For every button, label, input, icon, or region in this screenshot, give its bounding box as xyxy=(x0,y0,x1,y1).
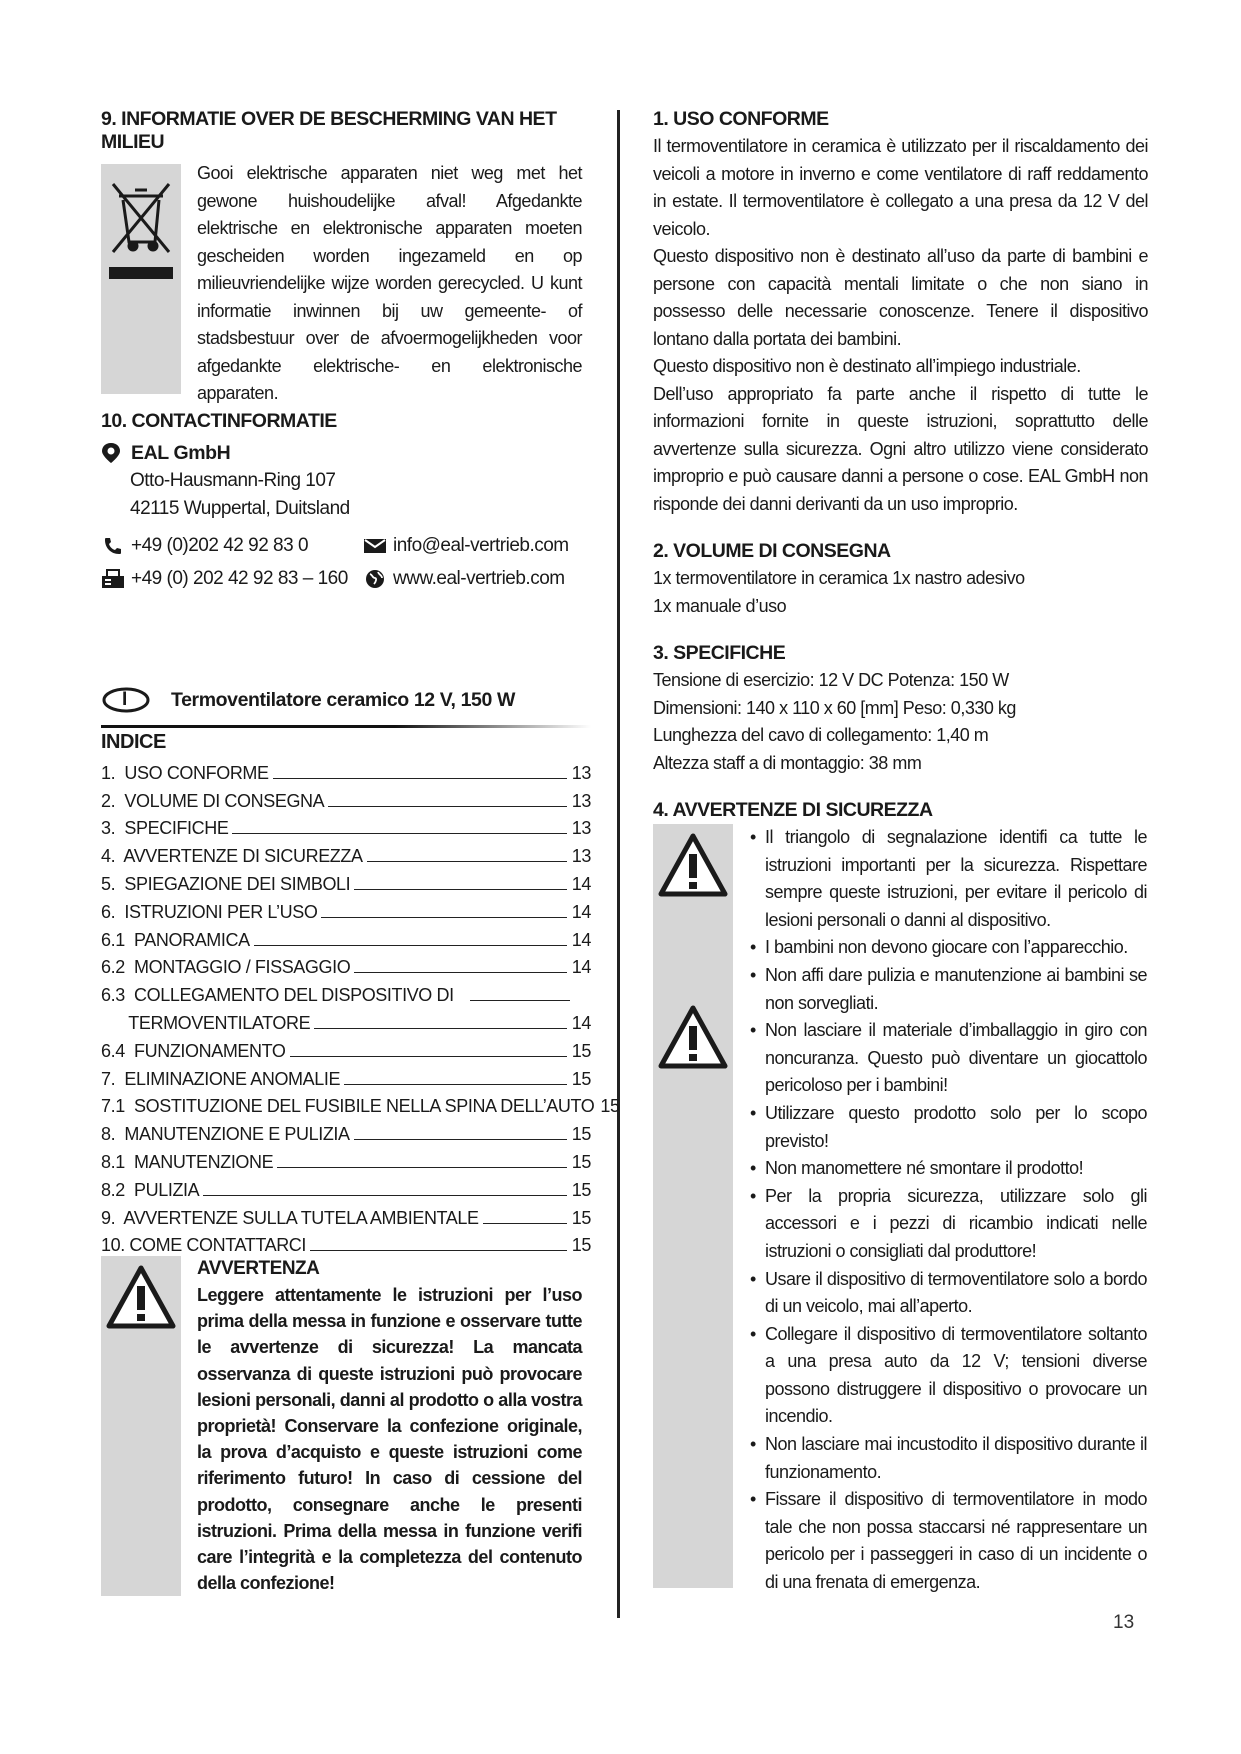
website[interactable]: www.eal-vertrieb.com xyxy=(393,567,565,589)
safety-item: • Per la propria sicurezza, utilizzare solo gli accessori e i pezzi di ricambio indicati nelle istruzioni o consigliati dal produttore! xyxy=(750,1183,1147,1266)
toc-item-page: 15 xyxy=(600,1096,620,1117)
toc-item-page: 15 xyxy=(571,1068,591,1089)
toc-leader-line xyxy=(314,1028,567,1029)
uso-paragraph: Il termoventilatore in ceramica è utilizzato per il riscaldamento dei veicoli a motore in inverno e come ventilatore di raff reddamento in estate. Il termoventilatore è collegato a una presa da 12 V del veicolo. xyxy=(653,136,1148,239)
phone-icon xyxy=(103,536,123,556)
env-icon-box xyxy=(101,164,181,394)
toc-leader-line xyxy=(354,972,567,973)
env-text: Gooi elektrische apparaten niet weg met het gewone huishoudelijke afval! Afgedankte elektrische en elektronische apparaten moeten gescheiden worden ingezameld en op milieuvriendelijke wijze worden gerecycled. U kunt informatie inwinnen bij uw gemeente- of stadsbestuur over de afvoermogelijkheden voor afgedankte elektrische- en elektronische apparaten. xyxy=(197,163,582,403)
toc-item-page: 13 xyxy=(571,818,591,839)
toc-leader-line xyxy=(344,1084,567,1085)
toc-leader-line xyxy=(277,1167,567,1168)
specs-heading: 3. SPECIFICHE xyxy=(653,642,786,664)
email-address[interactable]: info@eal-vertrieb.com xyxy=(393,534,569,556)
env-section xyxy=(101,160,591,410)
toc-leader-line xyxy=(483,1223,567,1224)
safety-item: • Utilizzare questo prodotto solo per lo scopo previsto! xyxy=(750,1100,1147,1155)
toc-item-label: 7. ELIMINAZIONE ANOMALIE xyxy=(101,1068,341,1089)
toc-item-label: TERMOVENTILATORE xyxy=(101,1012,311,1033)
toc-item[interactable] xyxy=(101,1062,591,1090)
page-number: 13 xyxy=(1113,1612,1135,1633)
warning-triangle-icon xyxy=(653,824,733,914)
toc-leader-line xyxy=(254,945,567,946)
fax-number: +49 (0) 202 42 92 83 – 160 xyxy=(131,567,348,589)
spec-line: Tensione di esercizio: 12 V DC Potenza: 150 W xyxy=(653,670,1009,690)
spec-line: Dimensioni: 140 x 110 x 60 [mm] Peso: 0,330 kg xyxy=(653,697,1016,718)
safety-item: • Non affi dare pulizia e manutenzione ai bambini se non sorvegliati. xyxy=(750,962,1147,1017)
warning-triangle-icon xyxy=(101,1256,181,1346)
uso-heading: 1. USO CONFORME xyxy=(653,108,829,130)
toc-item-page: 15 xyxy=(571,1179,591,1200)
toc-item[interactable] xyxy=(101,1006,591,1034)
toc-item-label: 6.3 COLLEGAMENTO DEL DISPOSITIVO DI xyxy=(101,985,454,1006)
left-column xyxy=(101,108,620,1594)
toc-item-label: 10. COME CONTATTARCI xyxy=(101,1235,307,1256)
uso-paragraph: Questo dispositivo non è destinato all’uso da parte di bambini e persone con capacità mentali limitate o che non siano in possesso delle necessarie conoscenze. Tenere il dispositivo lontano dalla portata dei bambini. xyxy=(653,246,1148,349)
toc-leader-line xyxy=(273,778,567,779)
column-divider xyxy=(617,110,620,1618)
right-column xyxy=(653,108,1153,1594)
toc-item-label: 9. AVVERTENZE SULLA TUTELA AMBIENTALE xyxy=(101,1207,479,1228)
toc-item-page: 13 xyxy=(571,762,591,783)
toc-item-label: 3. SPECIFICHE xyxy=(101,818,229,839)
toc-item-label: 5. SPIEGAZIONE DEI SIMBOLI xyxy=(101,873,351,894)
safety-item: • I bambini non devono giocare con l’apparecchio. xyxy=(750,934,1147,962)
toc-item-page: 14 xyxy=(571,957,591,978)
toc-item[interactable] xyxy=(101,951,591,979)
warning-icon-box xyxy=(101,1256,181,1596)
toc-leader-line xyxy=(470,1000,570,1001)
uso-paragraph: Dell’uso appropriato fa parte anche il rispetto di tutte le informazioni fornite in queste istruzioni, soprattutto delle avvertenze sulla sicurezza. Ogni altro utilizzo viene considerato improprio e può causare danni a persone o cose. EAL GmbH non risponde dei danni derivanti da un uso improprio. xyxy=(653,383,1148,514)
index-section xyxy=(101,731,620,1256)
toc-item-label: 6.2 MONTAGGIO / FISSAGGIO xyxy=(101,957,351,978)
toc-item-label: 1. USO CONFORME xyxy=(101,762,269,783)
toc-item-page: 13 xyxy=(571,790,591,811)
toc-list xyxy=(101,756,620,1256)
toc-leader-line xyxy=(321,917,567,918)
warning-heading: AVVERTENZA xyxy=(197,1258,320,1279)
toc-item-label: 7.1 SOSTITUZIONE DEL FUSIBILE NELLA SPINA DELL’AUTO xyxy=(101,1096,595,1117)
contact-section xyxy=(101,410,591,595)
toc-item-page: 14 xyxy=(571,929,591,950)
safety-item: • Usare il dispositivo di termoventilatore solo a bordo di un veicolo, mai all’aperto. xyxy=(750,1266,1147,1321)
toc-item-label: 6. ISTRUZIONI PER L’USO xyxy=(101,901,318,922)
toc-item[interactable] xyxy=(101,784,591,812)
toc-leader-line xyxy=(232,833,567,834)
toc-item-label: 8.1 MANUTENZIONE xyxy=(101,1151,274,1172)
web-row xyxy=(363,562,569,595)
volume-line-1: 1x termoventilatore in ceramica 1x nastro adesivo xyxy=(653,568,1025,588)
toc-leader-line xyxy=(290,1056,568,1057)
safety-item: • Non manomettere né smontare il prodotto! xyxy=(750,1155,1147,1183)
toc-leader-line xyxy=(310,1250,567,1251)
safety-item: • Fissare il dispositivo di termoventilatore in modo tale che non possa staccarsi né rappresentare un pericolo per i passeggeri in caso di un incidente o di una frenata di emergenza. xyxy=(750,1486,1147,1596)
toc-item[interactable] xyxy=(101,1145,591,1173)
toc-item[interactable] xyxy=(101,978,591,1006)
company-line xyxy=(101,439,591,467)
fax-row xyxy=(101,562,363,595)
spec-line: Lunghezza del cavo di collegamento: 1,40 m xyxy=(653,725,989,745)
title-underline xyxy=(101,725,591,728)
volume-line-2: 1x manuale d’uso xyxy=(653,595,787,616)
toc-leader-line xyxy=(203,1195,567,1196)
globe-icon xyxy=(365,569,385,589)
warning-triangle-icon xyxy=(653,996,733,1086)
toc-leader-line xyxy=(354,889,567,890)
product-header xyxy=(101,683,591,728)
toc-leader-line xyxy=(328,806,567,807)
toc-item-page: 15 xyxy=(571,1235,591,1256)
safety-list xyxy=(750,824,1147,1597)
toc-item[interactable] xyxy=(101,923,591,951)
specs-lines xyxy=(653,667,1153,777)
toc-item-page: 14 xyxy=(571,1012,591,1033)
fax-icon xyxy=(101,569,125,589)
toc-item-label: 8.2 PULIZIA xyxy=(101,1179,200,1200)
safety-item: • Il triangolo di segnalazione identifi ca tutte le istruzioni importanti per la sicurezza. Rispettare sempre queste istruzioni, per evitare il pericolo di lesioni personali o danni al dispositivo. xyxy=(750,824,1147,934)
safety-heading: 4. AVVERTENZE DI SICUREZZA xyxy=(653,799,933,821)
phone-number: +49 (0)202 42 92 83 0 xyxy=(131,534,309,556)
safety-section xyxy=(653,824,1153,1594)
toc-item[interactable] xyxy=(101,1173,591,1201)
company-name: EAL GmbH xyxy=(131,441,231,464)
contact-heading: 10. CONTACTINFORMATIE xyxy=(101,410,337,432)
toc-item[interactable] xyxy=(101,867,591,895)
safety-item: • Non lasciare il materiale d’imballaggio in giro con noncuranza. Questo può diventare un giocattolo pericoloso per i bambini! xyxy=(750,1017,1147,1100)
warning-text: Leggere attentamente le istruzioni per l’uso prima della messa in funzione e osservare tutte le avvertenze di sicurezza! La mancata osservanza di queste istruzioni può provocare lesioni personali, danni al prodotto o alla vostra proprietà! Conservare la confezione originale, la prova d’acquisto e queste istruzioni come riferimento futuro! In caso di cessione del prodotto, consegnare anche le presenti istruzioni. Prima della messa in funzione verifi care l’integrità e la completezza del contenuto della confezione! xyxy=(197,1285,582,1594)
toc-item[interactable] xyxy=(101,1201,591,1229)
toc-item-label: 6.1 PANORAMICA xyxy=(101,929,250,950)
safety-item: • Collegare il dispositivo di termoventilatore soltanto a una presa auto da 12 V; tensioni diverse possono distruggere il dispositivo o provocare un incendio. xyxy=(750,1321,1147,1431)
toc-item[interactable] xyxy=(101,756,591,784)
city: 42115 Wuppertal, Duitsland xyxy=(130,498,350,519)
toc-item-page: 15 xyxy=(571,1040,591,1061)
product-title: Termoventilatore ceramico 12 V, 150 W xyxy=(171,688,515,711)
toc-item-label: 2. VOLUME DI CONSEGNA xyxy=(101,790,325,811)
spec-line: Altezza staff a di montaggio: 38 mm xyxy=(653,752,922,773)
street: Otto-Hausmann-Ring 107 xyxy=(130,470,336,491)
toc-item[interactable] xyxy=(101,839,591,867)
toc-item[interactable] xyxy=(101,1034,591,1062)
phone-row xyxy=(101,529,363,562)
toc-item[interactable] xyxy=(101,895,591,923)
warning-section xyxy=(101,1256,591,1604)
toc-item-page: 14 xyxy=(571,873,591,894)
lang-label: I xyxy=(122,689,128,710)
toc-leader-line xyxy=(367,861,567,862)
toc-item[interactable] xyxy=(101,1090,620,1118)
toc-leader-line xyxy=(354,1139,567,1140)
location-pin-icon xyxy=(101,442,121,464)
toc-item-page: 15 xyxy=(571,1124,591,1145)
volume-heading: 2. VOLUME DI CONSEGNA xyxy=(653,540,891,562)
toc-item-page: 15 xyxy=(571,1207,591,1228)
toc-item[interactable] xyxy=(101,1229,591,1257)
toc-item-label: 8. MANUTENZIONE E PULIZIA xyxy=(101,1124,350,1145)
uso-paragraph: Questo dispositivo non è destinato all’impiego industriale. xyxy=(653,356,1081,376)
safety-item: • Non lasciare mai incustodito il dispositivo durante il funzionamento. xyxy=(750,1431,1147,1486)
index-heading: INDICE xyxy=(101,731,166,753)
toc-item-label: 6.4 FUNZIONAMENTO xyxy=(101,1040,286,1061)
uso-paragraphs xyxy=(653,133,1148,518)
toc-item-page: 15 xyxy=(571,1151,591,1172)
toc-item-label: 4. AVVERTENZE DI SICUREZZA xyxy=(101,846,363,867)
envelope-icon xyxy=(363,538,387,554)
toc-item[interactable] xyxy=(101,812,591,840)
safety-icon-box xyxy=(653,824,733,1588)
toc-item[interactable] xyxy=(101,1117,591,1145)
toc-item-page: 13 xyxy=(571,846,591,867)
email-row xyxy=(363,529,569,562)
toc-item-page: 14 xyxy=(571,901,591,922)
crossed-bin-icon xyxy=(101,164,181,284)
env-heading: 9. INFORMATIE OVER DE BESCHERMING VAN HET MILIEU xyxy=(101,108,557,153)
